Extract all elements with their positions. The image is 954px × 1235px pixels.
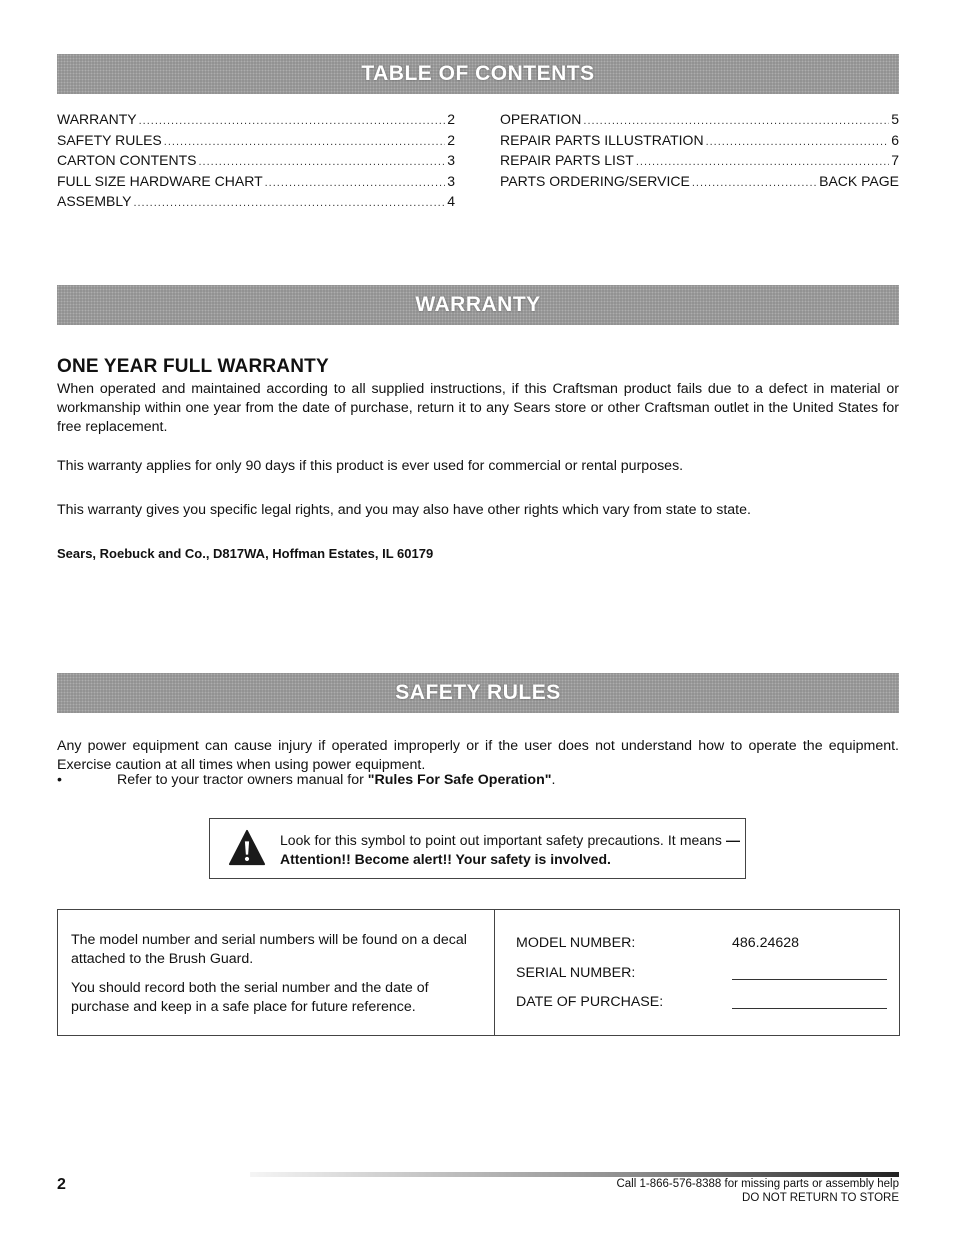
toc-entry-label: PARTS ORDERING/SERVICE: [500, 172, 690, 189]
safety-alert-bold: — Attention!! Become alert!! Your safety is involved.: [280, 832, 740, 867]
footer-help-text: [616, 1177, 899, 1205]
toc-entry: [57, 192, 455, 213]
serial-number-blank: [732, 979, 887, 980]
toc-left-column: [57, 110, 455, 213]
toc-entry: [500, 172, 899, 193]
safety-bullet: [57, 772, 555, 788]
date-of-purchase-blank: [732, 1008, 887, 1009]
toc-entry-page: 2: [447, 131, 455, 148]
safety-intro: Any power equipment can cause injury if operated improperly or if the user does not understand how to operate the equipment. Exercise caution at all times when using power equipment.: [57, 738, 899, 773]
toc-entry-page: 4: [447, 193, 455, 209]
toc-leader-dots: [636, 151, 889, 172]
toc-leader-dots: [164, 131, 445, 152]
record-info-text: You should record both the serial number and the date of purchase and keep in a safe place for future reference.: [71, 980, 429, 1015]
model-number-label: MODEL NUMBER:: [516, 935, 636, 951]
model-info-fields: [495, 910, 899, 1035]
serial-number-label: SERIAL NUMBER:: [516, 965, 636, 981]
toc-entry-label: REPAIR PARTS LIST: [500, 152, 634, 168]
toc-leader-dots: [692, 172, 817, 193]
footer-call-line: Call 1-866-576-8388 for missing parts or assembly help: [616, 1178, 899, 1190]
toc-entry: [57, 131, 455, 152]
toc-entry-label: ASSEMBLY: [57, 193, 132, 209]
toc-entry-page: 2: [447, 111, 455, 127]
toc-right-column: [500, 110, 899, 192]
toc-leader-dots: [199, 151, 446, 172]
toc-entry-page: 6: [891, 131, 899, 148]
toc-leader-dots: [583, 110, 889, 131]
warranty-banner: [57, 285, 899, 325]
warranty-commercial-paragraph: This warranty applies for only 90 days if this product is ever used for commercial or rental purposes.: [57, 458, 684, 474]
warranty-rights-paragraph: This warranty gives you specific legal rights, and you may also have other rights which vary from state to state.: [57, 502, 751, 518]
toc-entry-page: 3: [447, 152, 455, 168]
safety-alert-text: [280, 831, 740, 869]
toc-entry: [500, 110, 899, 131]
safety-alert-box: [209, 818, 746, 879]
toc-entry: [57, 151, 455, 172]
date-of-purchase-label: DATE OF PURCHASE:: [516, 994, 664, 1010]
toc-leader-dots: [265, 172, 446, 193]
toc-entry-label: SAFETY RULES: [57, 131, 162, 148]
bullet-text-suffix: .: [551, 772, 556, 788]
toc-entry-label: OPERATION: [500, 111, 582, 127]
toc-entry-label: FULL SIZE HARDWARE CHART: [57, 172, 263, 189]
page-number: 2: [57, 1176, 66, 1193]
toc-title: TABLE OF CONTENTS: [361, 62, 595, 85]
safety-banner: [57, 673, 899, 713]
toc-leader-dots: [133, 192, 445, 213]
toc-leader-dots: [139, 110, 446, 131]
sears-address: Sears, Roebuck and Co., D817WA, Hoffman Estates, IL 60179: [57, 546, 434, 561]
toc-entry-label: CARTON CONTENTS: [57, 152, 197, 168]
toc-entry: [57, 110, 455, 131]
toc-leader-dots: [706, 131, 890, 152]
model-number-value: 486.24628: [732, 935, 800, 951]
toc-entry-page: 5: [891, 111, 899, 127]
toc-entry-page: 7: [891, 152, 899, 168]
toc-entry-label: WARRANTY: [57, 111, 137, 127]
warranty-banner-title: WARRANTY: [415, 293, 541, 316]
warranty-heading: ONE YEAR FULL WARRANTY: [57, 356, 329, 377]
model-location-text: The model number and serial numbers will be found on a decal attached to the Brush Guard.: [71, 932, 467, 967]
model-info-instructions: [58, 910, 495, 1035]
toc-entry-page: 3: [447, 172, 455, 189]
bullet-text-prefix: Refer to your tractor owners manual for: [117, 772, 368, 788]
warning-triangle-icon: [228, 828, 266, 868]
warranty-paragraph: When operated and maintained according to all supplied instructions, if this Craftsman product fails due to a defect in material or workmanship within one year from the date of purchase, return it to any Sears store or other Craftsman outlet in the United States for free replacement.: [57, 381, 899, 435]
toc-entry: [500, 131, 899, 152]
model-info-box: [57, 909, 900, 1036]
toc-entry-page: BACK PAGE: [819, 172, 899, 189]
toc-entry-label: REPAIR PARTS ILLUSTRATION: [500, 131, 704, 148]
toc-entry: [57, 172, 455, 193]
bullet-text-bold: "Rules For Safe Operation": [367, 772, 552, 788]
bullet-text: [117, 772, 555, 788]
safety-alert-prefix: Look for this symbol to point out important safety precautions. It means: [280, 832, 726, 848]
toc-banner: [57, 54, 899, 94]
toc-entry: [500, 151, 899, 172]
footer-return-line: DO NOT RETURN TO STORE: [742, 1192, 899, 1204]
safety-banner-title: SAFETY RULES: [395, 681, 561, 704]
bullet-symbol: •: [57, 772, 62, 788]
